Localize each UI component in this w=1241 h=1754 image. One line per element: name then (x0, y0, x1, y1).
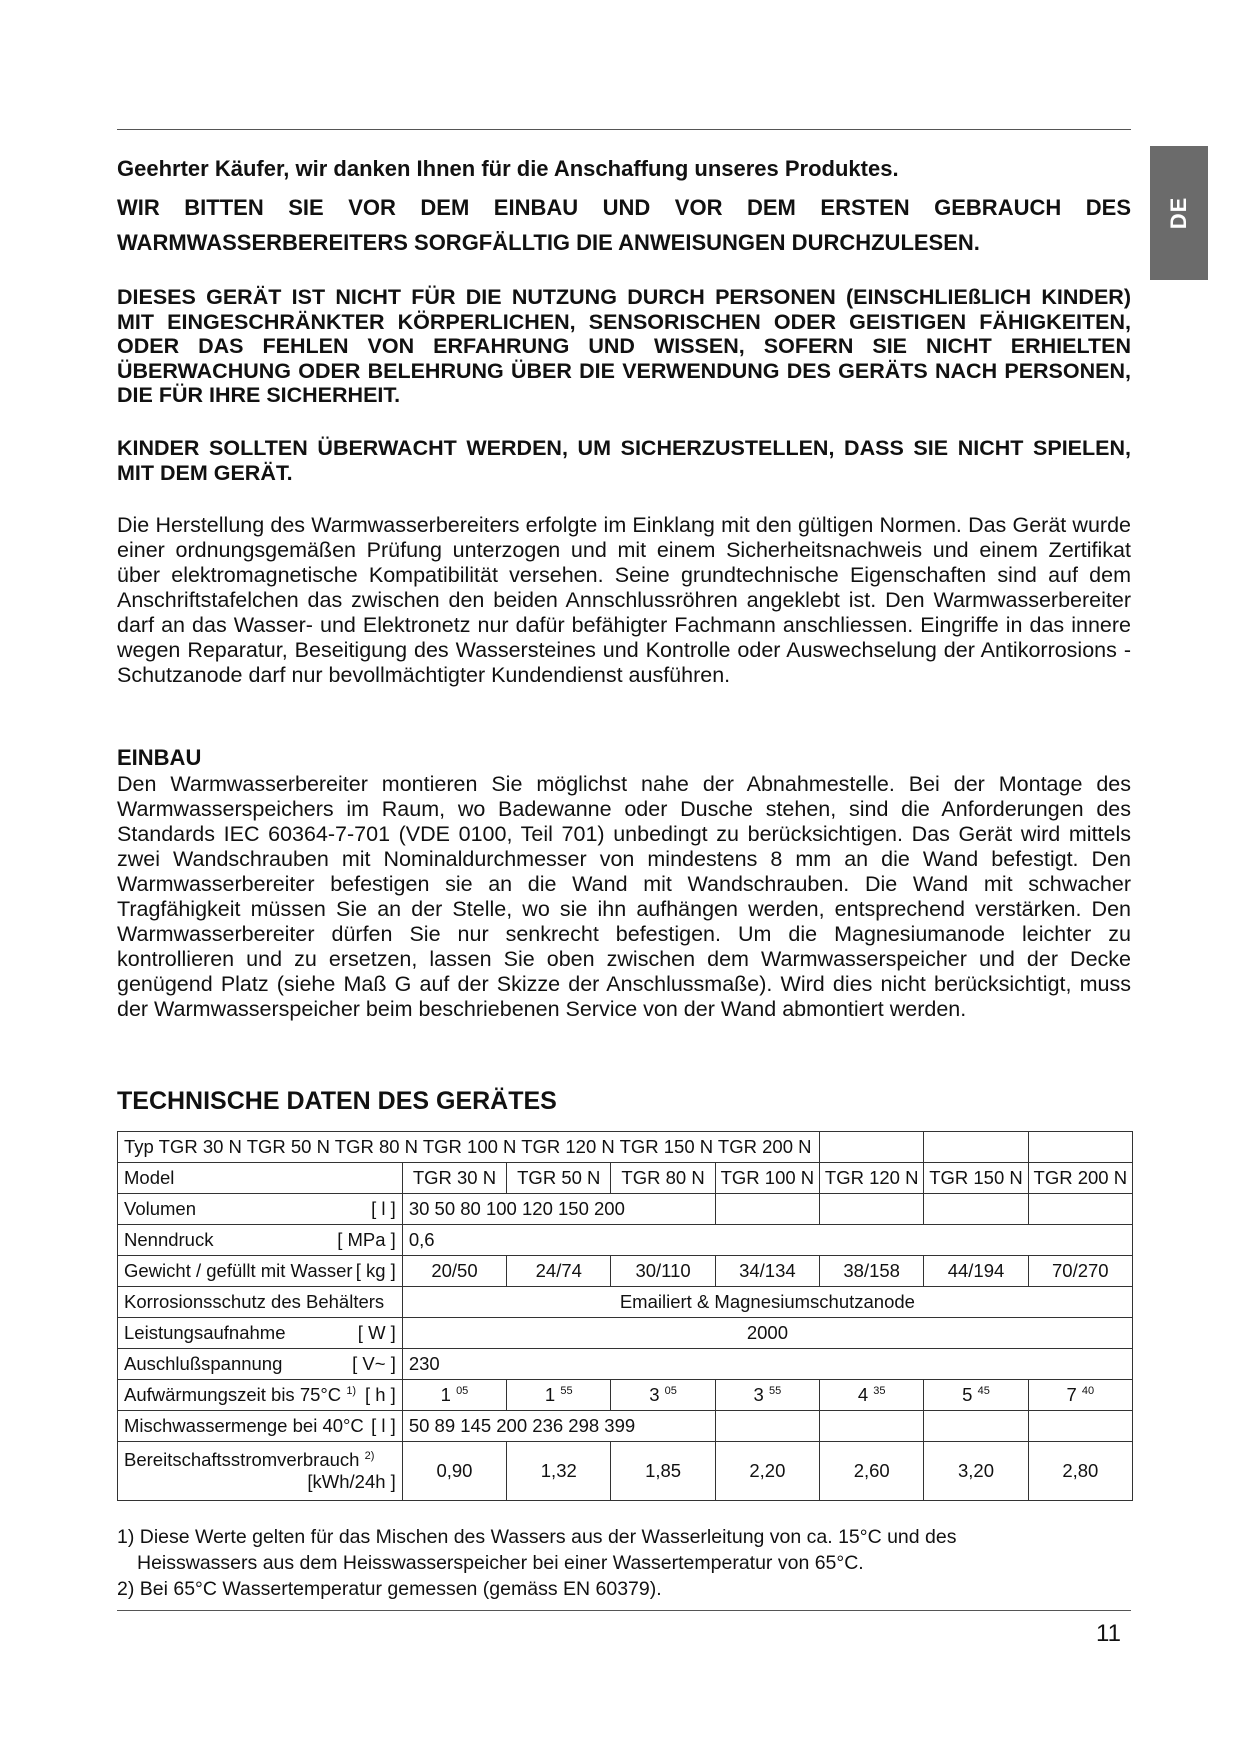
model-cell: TGR 200 N (1028, 1163, 1132, 1194)
model-cell: TGR 120 N (820, 1163, 924, 1194)
leistung-label-text: Leistungsaufnahme (124, 1322, 286, 1343)
nenndruck-label-text: Nenndruck (124, 1229, 214, 1250)
table-cell (1028, 1411, 1132, 1442)
bereit-cell: 0,90 (402, 1442, 506, 1501)
table-row (118, 1380, 1133, 1411)
gewicht-label (118, 1256, 403, 1287)
volumen-unit: [ l ] (371, 1198, 396, 1219)
gewicht-cell: 38/158 (820, 1256, 924, 1287)
aufw-minutes: 05 (664, 1384, 677, 1397)
footnote-1: 1) Diese Werte gelten für das Mischen des Wassers aus der Wasserleitung von ca. 15°C und des (117, 1526, 957, 1548)
gewicht-cell: 34/134 (715, 1256, 819, 1287)
aufw-hours: 3 (753, 1384, 764, 1405)
leistung-unit: [ W ] (357, 1322, 396, 1343)
table-row (118, 1194, 1133, 1225)
bereit-unit: [kWh/24h ] (307, 1471, 396, 1492)
table-row (118, 1132, 1133, 1163)
aufw-minutes: 45 (977, 1384, 990, 1397)
table-cell (715, 1194, 819, 1225)
aufw-cell (715, 1380, 819, 1411)
footnote-2: 2) Bei 65°C Wassertemperatur gemessen (gemäss EN 60379). (117, 1578, 662, 1600)
aufw-label (118, 1380, 403, 1411)
korrosion-label: Korrosionsschutz des Behälters (118, 1287, 403, 1318)
bereit-label-text: Bereitschaftsstromverbrauch (124, 1449, 360, 1470)
aufw-hours: 1 (544, 1384, 556, 1405)
children-warning: KINDER SOLLTEN ÜBERWACHT WERDEN, UM SICHERZUSTELLEN, DASS SIE NICHT SPIELEN, MIT DEM GERÄT. (117, 436, 1131, 485)
nenndruck-label (118, 1225, 403, 1256)
table-row (118, 1225, 1133, 1256)
aufw-cell (924, 1380, 1028, 1411)
language-tab-label: DE (1166, 196, 1191, 230)
model-cell: TGR 50 N (507, 1163, 611, 1194)
gewicht-cell: 30/110 (611, 1256, 715, 1287)
leistung-label (118, 1318, 403, 1349)
misch-values: 50 89 145 200 236 298 399 (402, 1411, 715, 1442)
aufw-hours: 5 (962, 1384, 973, 1405)
bereit-label (118, 1442, 403, 1501)
model-cell: TGR 30 N (402, 1163, 506, 1194)
table-row (118, 1442, 1133, 1501)
leistung-value: 2000 (402, 1318, 1132, 1349)
bereit-cell: 1,32 (507, 1442, 611, 1501)
aufw-cell (820, 1380, 924, 1411)
volumen-label-text: Volumen (124, 1198, 196, 1219)
top-rule (117, 129, 1131, 130)
bereit-cell: 2,60 (820, 1442, 924, 1501)
bereit-cell: 2,20 (715, 1442, 819, 1501)
misch-label (118, 1411, 403, 1442)
table-cell (820, 1194, 924, 1225)
table-row (118, 1163, 1133, 1194)
korrosion-value: Emailiert & Magnesiumschutzanode (402, 1287, 1132, 1318)
aufw-footnote-ref: 1) (346, 1384, 357, 1397)
model-cell: TGR 150 N (924, 1163, 1028, 1194)
einbau-paragraph: Den Warmwasserbereiter montieren Sie möglichst nahe der Abnahmestelle. Bei der Montage des Warmwasserspeichers im Raum, wo Badewanne oder Dusche stehen, sind die Anforderungen des Standards IEC 60364-7-701 (VDE 0100, Teil 701) unbedingt zu berücksichtigen. Das Gerät wird mittels zwei Wandschrauben mit Nominaldurchmesser von mindestens 8 mm an die Wand befestigt. Den Warmwasserbereiter befestigen sie an die Wand mit Wandschrauben. Die Wand mit schwacher Tragfähigkeit müssen Sie an der Stelle, wo sie ihn aufhängen werden, entsprechend verstärken. Den Warmwasserbereiter dürfen Sie nur senkrecht befestigen. Um die Magnesiumanode leichter zu kontrollieren und zu ersetzen, lassen Sie oben zwischen dem Warmwasserspeicher und der Decke genügend Platz (siehe Maß G auf der Skizze der Anschlussmaße). Wird dies nicht berücksichtigt, muss der Warmwasserspeicher beim beschriebenen Service von der Wand abmontiert werden. (117, 772, 1131, 1021)
aufw-minutes: 40 (1081, 1384, 1095, 1397)
aufw-cell (1028, 1380, 1132, 1411)
model-cell: TGR 100 N (715, 1163, 819, 1194)
bereit-cell: 1,85 (611, 1442, 715, 1501)
aufw-cell (611, 1380, 715, 1411)
safety-warning: DIESES GERÄT IST NICHT FÜR DIE NUTZUNG DURCH PERSONEN (EINSCHLIEßLICH KINDER) MIT EINGESCHRÄNKTER KÖRPERLICHEN, SENSORISCHEN ODER GEISTIGEN FÄHIGKEITEN, ODER DAS FEHLEN VON ERFAHRUNG UND WISSEN, SOFERN SIE NICHT ERHIELTEN ÜBERWACHUNG ODER BELEHRUNG ÜBER DIE VERWENDUNG DES GERÄTS NACH PERSONEN, DIE FÜR IHRE SICHERHEIT. (117, 285, 1131, 407)
model-label: Model (118, 1163, 403, 1194)
einbau-heading: EINBAU (117, 745, 202, 770)
nenndruck-unit: [ MPa ] (337, 1229, 396, 1250)
table-cell (1028, 1194, 1132, 1225)
table-cell (715, 1411, 819, 1442)
gewicht-label-text: Gewicht / gefüllt mit Wasser (124, 1260, 353, 1281)
bottom-rule (117, 1610, 1131, 1611)
aufw-label-text: Aufwärmungszeit bis 75°C (124, 1384, 342, 1405)
spannung-label (118, 1349, 403, 1380)
volumen-label (118, 1194, 403, 1225)
spannung-unit: [ V~ ] (352, 1353, 396, 1374)
tech-data-table (117, 1131, 1133, 1501)
language-tab (1150, 146, 1208, 280)
table-row (118, 1287, 1133, 1318)
table-row (118, 1256, 1133, 1287)
aufw-hours: 3 (649, 1384, 660, 1405)
aufw-minutes: 55 (768, 1384, 782, 1397)
table-row (118, 1349, 1133, 1380)
footnote-1-cont: Heisswassers aus dem Heisswasserspeicher bei einer Wassertemperatur von 65°C. (137, 1552, 864, 1574)
table-cell (1028, 1132, 1132, 1163)
volumen-values: 30 50 80 100 120 150 200 (402, 1194, 715, 1225)
tech-data-heading: TECHNISCHE DATEN DES GERÄTES (117, 1087, 557, 1115)
intro-greeting: Geehrter Käufer, wir danken Ihnen für die Anschaffung unseres Produktes. (117, 156, 899, 181)
footnotes (117, 1524, 1131, 1602)
aufw-minutes: 55 (560, 1384, 573, 1397)
intro-instruction: WIR BITTEN SIE VOR DEM EINBAU UND VOR DEM ERSTEN GEBRAUCH DES WARMWASSERBEREITERS SORGFÄLLTIG DIE ANWEISUNGEN DURCHZULESEN. (117, 195, 1131, 255)
table-cell (820, 1132, 924, 1163)
bereit-cell: 3,20 (924, 1442, 1028, 1501)
model-cell: TGR 80 N (611, 1163, 715, 1194)
gewicht-cell: 20/50 (402, 1256, 506, 1287)
gewicht-cell: 70/270 (1028, 1256, 1132, 1287)
misch-unit: [ l ] (371, 1415, 396, 1436)
spannung-value: 230 (402, 1349, 1132, 1380)
table-row (118, 1318, 1133, 1349)
aufw-cell (402, 1380, 506, 1411)
aufw-cell (507, 1380, 611, 1411)
table-cell (820, 1411, 924, 1442)
misch-label-text: Mischwassermenge bei 40°C (124, 1415, 364, 1436)
table-cell (924, 1411, 1028, 1442)
table-cell (924, 1132, 1028, 1163)
table-row (118, 1411, 1133, 1442)
aufw-hours: 1 (440, 1384, 451, 1405)
bereit-cell: 2,80 (1028, 1442, 1132, 1501)
bereit-footnote-ref: 2) (364, 1449, 375, 1462)
aufw-hours: 4 (857, 1384, 869, 1405)
aufw-minutes: 05 (456, 1384, 469, 1397)
type-row-cell: Typ TGR 30 N TGR 50 N TGR 80 N TGR 100 N TGR 120 N TGR 150 N TGR 200 N (118, 1132, 820, 1163)
spannung-label-text: Auschlußspannung (124, 1353, 283, 1374)
aufw-hours: 7 (1066, 1384, 1077, 1405)
gewicht-cell: 24/74 (507, 1256, 611, 1287)
gewicht-cell: 44/194 (924, 1256, 1028, 1287)
nenndruck-value: 0,6 (402, 1225, 1132, 1256)
table-cell (924, 1194, 1028, 1225)
gewicht-unit: [ kg ] (355, 1260, 396, 1281)
aufw-minutes: 35 (873, 1384, 886, 1397)
page-number: 11 (1096, 1620, 1121, 1647)
aufw-unit: [ h ] (364, 1384, 396, 1405)
production-paragraph: Die Herstellung des Warmwasserbereiters erfolgte im Einklang mit den gültigen Normen. Das Gerät wurde einer ordnungsgemäßen Prüfung unterzogen und mit einem Sicherheitsnachweis und einem Zertifikat über elektromagnetische Kompatibilität versehen. Seine grundtechnische Eigenschaften sind auf dem Anschriftstafelchen das zwischen den beiden Annschlussröhren angeklebt ist. Den Warmwasserbereiter darf an das Wasser- und Elektronetz nur dafür befähigter Fachmann anschliessen. Eingriffe in das innere wegen Reparatur, Beseitigung des Wassersteines und Kontrolle oder Auswechselung der Antikorrosions -Schutzanode darf nur bevollmächtigter Kundendienst ausführen. (117, 513, 1131, 687)
